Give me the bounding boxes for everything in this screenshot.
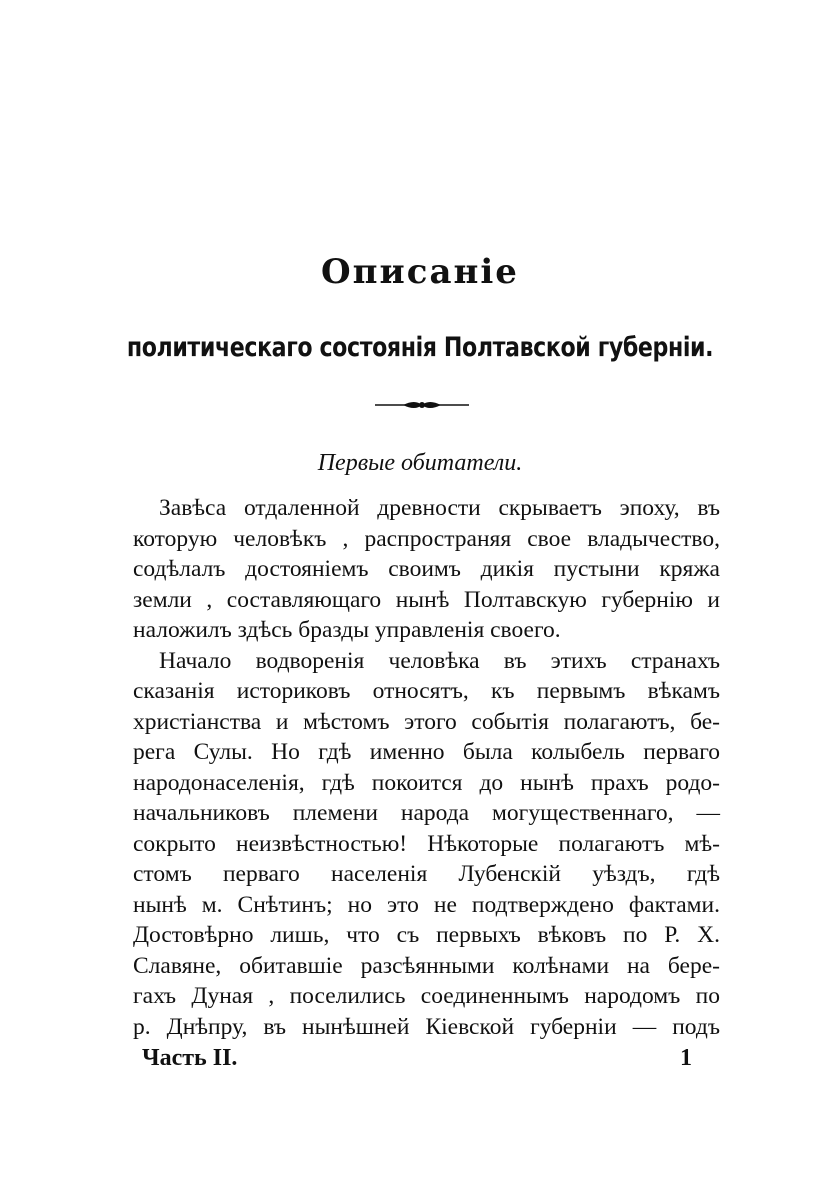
text-line: Славяне, обитавшіе разсѣянными колѣнами на бере-	[133, 952, 720, 979]
text-line: сказанія историковъ относятъ, къ первымъ вѣкамъ	[133, 678, 720, 704]
text-line: которую человѣкъ , распространяя свое владычество,	[133, 525, 720, 552]
text-line: Завѣса отдаленной древности скрываетъ эпоху, въ	[159, 495, 720, 521]
text-line: сокрыто неизвѣстностью! Нѣкоторые полагаютъ мѣ-	[133, 830, 720, 857]
text-line: рега Сулы. Но гдѣ именно была колыбель перваго	[133, 739, 720, 765]
signature-mark: Часть II.	[142, 1045, 238, 1071]
page-footer	[142, 1042, 692, 1074]
document-subtitle: политическаго состоянія Полтавской губерніи.	[126, 332, 714, 363]
ornament-divider-icon	[375, 398, 469, 412]
text-line: земли , составляющаго нынѣ Полтавскую губернію и	[133, 586, 720, 613]
text-line: нынѣ м. Снѣтинъ; но это не подтверждено фактами.	[133, 891, 720, 918]
text-line: р. Днѣпру, въ нынѣшней Кіевской губерніи — подъ	[133, 1013, 720, 1040]
section-heading: Первые обитатели.	[317, 450, 523, 476]
text-line: христіанства и мѣстомъ этого событія полагаютъ, бе-	[133, 708, 720, 735]
document-title: Описаніе	[321, 252, 519, 292]
text-line: содѣлалъ достояніемъ своимъ дикія пустыни кряжа	[133, 556, 720, 582]
body-text	[133, 493, 720, 1042]
text-line: Достовѣрно лишь, что съ первыхъ вѣковъ по Р. Х.	[133, 922, 720, 948]
text-line: начальниковъ племени народа могущественнаго, —	[133, 800, 720, 826]
text-line: наложилъ здѣсь бразды управленія своего.	[133, 617, 561, 643]
paragraph	[133, 646, 720, 1043]
text-line: стомъ перваго населенія Лубенскій уѣздъ, гдѣ	[133, 861, 720, 887]
paragraph	[133, 493, 720, 646]
page-number: 1	[680, 1045, 692, 1071]
text-line: Начало водворенія человѣка въ этихъ странахъ	[159, 647, 720, 674]
text-line: гахъ Дуная , поселились соединеннымъ народомъ по	[133, 983, 720, 1009]
text-line: народонаселенія, гдѣ покоится до нынѣ прахъ родо-	[133, 769, 720, 796]
